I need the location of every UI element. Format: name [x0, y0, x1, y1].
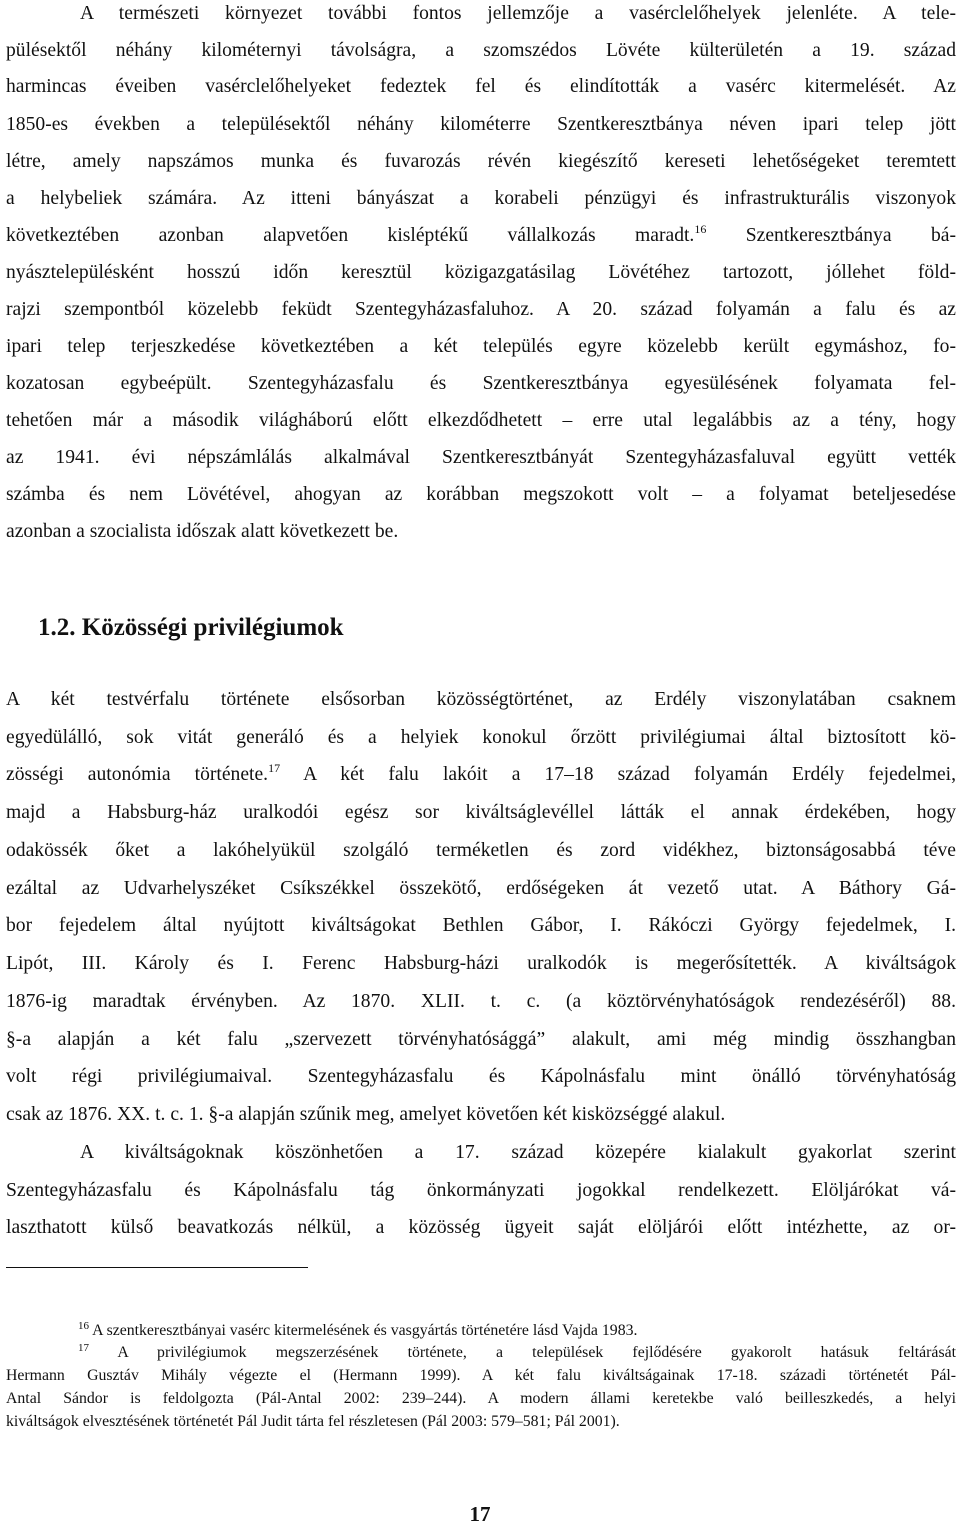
footnote-text: A szentkeresztbányai vasérc kitermelésének és vasgyártás történetére lásd Vajda 1983. — [89, 1322, 638, 1339]
body-line: pülésektől néhány kilométernyi távolságra, a szomszédos Lövéte külterületén a 19. század — [6, 40, 956, 61]
body-line: majd a Habsburg-ház uralkodói egész sor kiváltságlevéllel látták el annak érdekében, hogy — [6, 802, 956, 823]
body-line: létre, amely napszámos munka és fuvarozás révén kiegészítő kereseti lehetőségeket teremtett — [6, 151, 956, 172]
footnote-16 — [78, 1321, 956, 1341]
footnote-line: Antal Sándor is feldolgozta (Pál-Antal 2002: 239–244). A modern állami keretekbe való beilleszkedés, a helyi — [6, 1390, 956, 1407]
body-line: kozatosan egybeépült. Szentegyházasfalu és Szentkeresztbánya egyesülésének folyamata fel- — [6, 373, 956, 394]
body-text: A két falu lakóit a 17–18 század folyamán Erdély fejedelmei, — [280, 764, 956, 785]
body-line: A két testvérfalu története elsősorban közösségtörténet, az Erdély viszonylatában csaknem — [6, 689, 956, 710]
body-line: a helybeliek számára. Az itteni bányászat a korabeli pénzügyi és infrastrukturális viszonyok — [6, 188, 956, 209]
footnote-text: A privilégiumok megszerzésének története, a települések fejlődésére gyakorolt hatásuk feltárását — [89, 1344, 956, 1361]
body-line: rajzi szempontból közelebb feküdt Szentegyházasfaluhoz. A 20. század folyamán a falu és az — [6, 299, 956, 320]
body-text: Szentkeresztbánya bá- — [706, 225, 956, 246]
body-line: Szentegyházasfalu és Kápolnásfalu tág önkormányzati jogokkal rendelkezett. Elöljárókat vá- — [6, 1180, 956, 1201]
body-line: laszthatott külső beavatkozás nélkül, a közösség ügyeit saját elöljárói előtt intézhette, az or- — [6, 1217, 956, 1238]
body-line — [6, 763, 956, 787]
section-heading: 1.2. Közösségi privilégiumok — [38, 614, 344, 641]
body-text: zösségi autonómia története. — [6, 764, 269, 785]
footnote-line: kiváltságok elvesztésének történetét Pál Judit tárta fel részletesen (Pál 2003: 579–581; Pál 2001). — [6, 1413, 620, 1430]
body-line: nyásztelepülésként hosszú időn keresztül közigazgatásilag Lövétéhez tartozott, jóllehet föld- — [6, 262, 956, 283]
body-line: volt régi privilégiumaival. Szentegyházasfalu és Kápolnásfalu mint önálló törvényhatóság — [6, 1066, 956, 1087]
body-line: tehetően már a második világháború előtt elkezdődhetett – erre utal legalábbis az a tény, hogy — [6, 410, 956, 431]
body-line: Lipót, III. Károly és I. Ferenc Habsburg-házi uralkodók is megerősítették. A kiváltságok — [6, 953, 956, 974]
body-line: ipari telep terjeszkedése következtében a két település egyre közelebb került egymáshoz, fo- — [6, 336, 956, 357]
body-line: egyedülálló, sok vitát generáló és a helyiek konokul őrzött privilégiumai által biztosított kö- — [6, 727, 956, 748]
page-number: 17 — [469, 1502, 491, 1526]
body-line: csak az 1876. XX. t. c. 1. §-a alapján szűnik meg, amelyet követően két kisközséggé alakul. — [6, 1104, 726, 1125]
footnote-ref[interactable]: 17 — [268, 761, 281, 775]
body-line: bor fejedelem által nyújtott kiváltságokat Bethlen Gábor, I. Rákóczi György fejedelmek, I. — [6, 915, 956, 936]
body-line: ezáltal az Udvarhelyszéket Csíkszékkel összekötő, erdőségeken át vezető utat. A Báthory Gá- — [6, 878, 956, 899]
footnote-separator — [6, 1267, 308, 1268]
body-line: A kiváltságoknak köszönhetően a 17. század közepére kialakult gyakorlat szerint — [80, 1142, 956, 1163]
footnote-number: 17 — [78, 1342, 89, 1354]
footnote-ref[interactable]: 16 — [694, 222, 707, 236]
body-text: következtében azonban alapvetően kisléptékű vállalkozás maradt. — [6, 225, 695, 246]
body-line: §-a alapján a két falu „szervezett törvényhatósággá” alakult, ami még mindig összhangban — [6, 1029, 956, 1050]
footnote-number: 16 — [78, 1320, 89, 1332]
body-line: harmincas éveiben vasérclelőhelyeket fedeztek fel és elindították a vasérc kitermelését. Az — [6, 76, 956, 97]
body-line: odakössék őket a lakóhelyükül szolgáló terméketlen és zord vidékhez, biztonságosabbá téve — [6, 840, 956, 861]
body-line: 1876-ig maradtak érvényben. Az 1870. XLII. t. c. (a köztörvényhatóságok rendezéséről) 88. — [6, 991, 956, 1012]
body-line: azonban a szocialista időszak alatt következett be. — [6, 521, 399, 542]
footnote-line: Hermann Gusztáv Mihály végezte el (Hermann 1999). A két falu kiváltságainak 17-18. századi történetét Pál- — [6, 1367, 956, 1384]
body-line: A természeti környezet további fontos jellemzője a vasérclelőhelyek jelenléte. A tele- — [80, 3, 956, 24]
body-line: az 1941. évi népszámlálás alkalmával Szentkeresztbányát Szentegyházasfaluval együtt vették — [6, 447, 956, 468]
body-line — [6, 224, 956, 248]
footnote-17 — [78, 1343, 956, 1363]
body-line: 1850-es években a településektől néhány kilométerre Szentkeresztbánya néven ipari telep jött — [6, 114, 956, 135]
body-line: számba és nem Lövétével, ahogyan az korábban megszokott volt – a folyamat beteljesedése — [6, 484, 956, 505]
